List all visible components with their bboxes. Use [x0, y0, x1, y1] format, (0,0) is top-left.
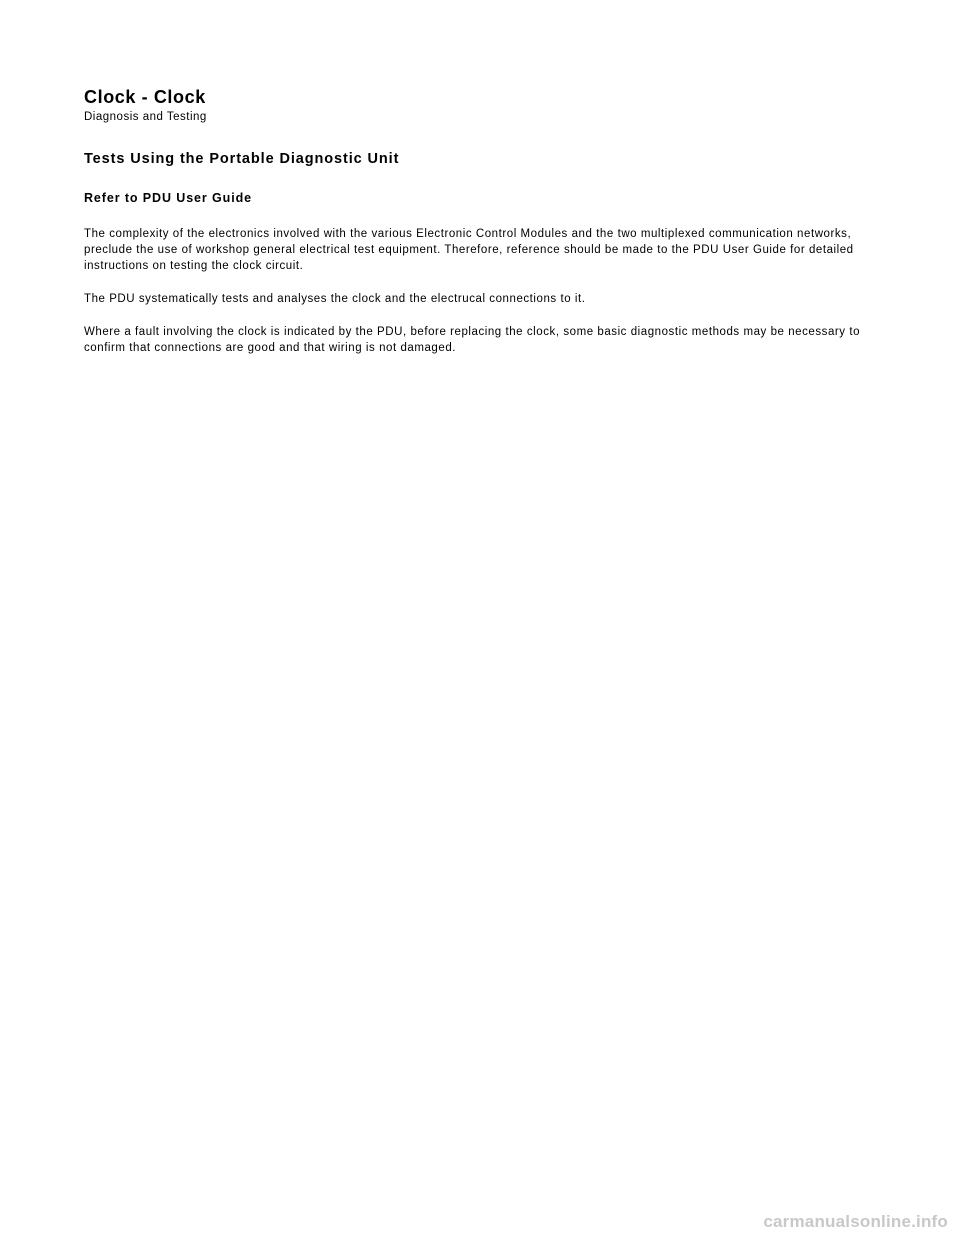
- page-subtitle: Diagnosis and Testing: [84, 111, 207, 123]
- document-page: [84, 86, 884, 356]
- paragraph-complexity: The complexity of the electronics involved with the various Electronic Control Modules and the two multiplexed communication networks, preclude the use of workshop general electrical test equipment. Therefore, reference should be made to the PDU User Guide for detailed instructions on testing the clock circuit.: [84, 228, 854, 272]
- section-heading: Tests Using the Portable Diagnostic Unit: [84, 151, 400, 167]
- paragraph-fault-diagnosis: Where a fault involving the clock is indicated by the PDU, before replacing the clock, some basic diagnostic methods may be necessary to confirm that connections are good and that wiring is not damaged.: [84, 326, 861, 354]
- sub-heading: Refer to PDU User Guide: [84, 191, 252, 205]
- footer-watermark: carmanualsonline.info: [763, 1212, 948, 1231]
- page-title: Clock - Clock: [84, 87, 206, 107]
- paragraph-pdu-tests: The PDU systematically tests and analyses the clock and the electrucal connections to it.: [84, 293, 586, 305]
